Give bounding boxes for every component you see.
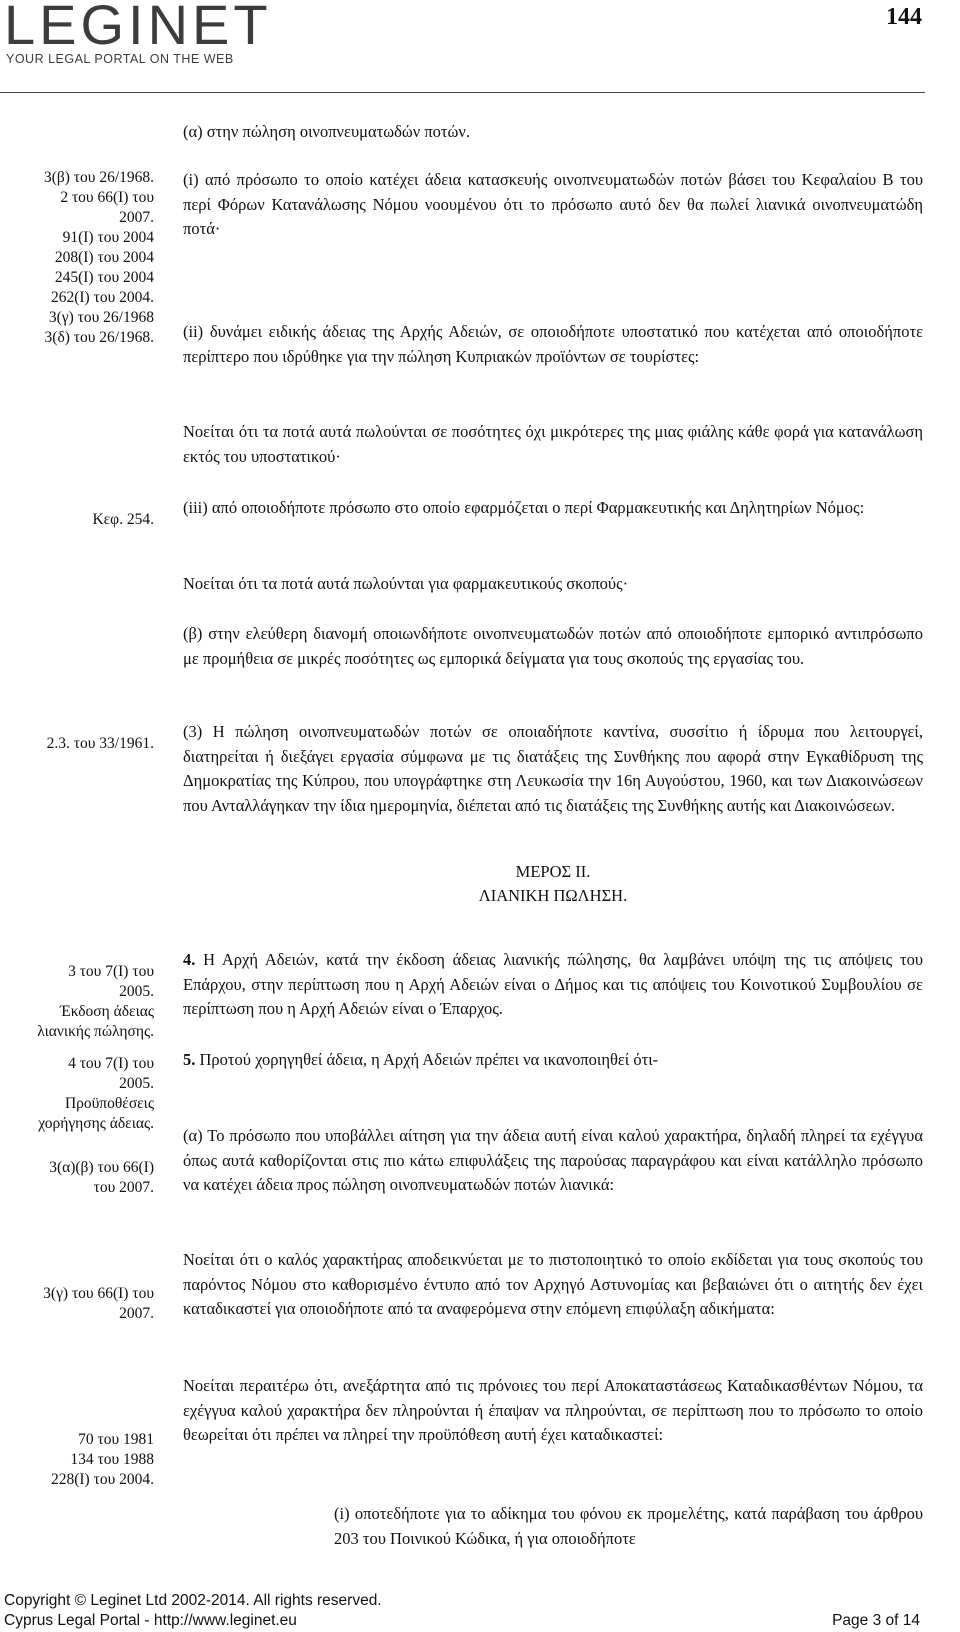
- margin-line: 2005.: [119, 983, 154, 1000]
- part-title: ΜΕΡΟΣ ΙΙ.: [515, 862, 591, 881]
- margin-line: 2007.: [119, 1305, 154, 1322]
- paragraph-iii: (iii) από οποιοδήποτε πρόσωπο στο οποίο εφαρμόζεται ο περί Φαρμακευτικής και Δηλητηρίων Νόμος:: [183, 498, 865, 517]
- page-number: 144: [886, 4, 922, 30]
- footer-portal-link[interactable]: Cyprus Legal Portal - http://www.leginet.eu: [4, 1612, 297, 1629]
- margin-line: Προϋποθέσεις: [64, 1095, 154, 1112]
- paragraph-b-distribution: (β) στην ελεύθερη διανομή οποιωνδήποτε οινοπνευματωδών ποτών από οποιοδήποτε εμπορικό αντιπρόσωπο με προμήθεια σε μικρές ποσότητες ως εμπορικά δείγματα για τους σκοπούς της εργασίας του.: [183, 624, 923, 668]
- margin-line: 2007.: [119, 209, 154, 226]
- margin-note-proviso: [4, 1284, 154, 1324]
- section-4: [183, 948, 923, 1022]
- footer-copyright: Copyright © Leginet Ltd 2002-2014. All rights reserved.: [4, 1592, 382, 1609]
- paragraph-i-murder: (i) οποτεδήποτε για το αδίκημα του φόνου εκ προμελέτης, κατά παράβαση του άρθρου 203 του Ποινικού Κώδικα, ή για οποιοδήποτε: [334, 1504, 923, 1548]
- leginet-logo: [4, 0, 272, 68]
- margin-line: 134 του 1988: [70, 1451, 154, 1468]
- margin-line: 2005.: [119, 1075, 154, 1092]
- margin-line: 70 του 1981: [78, 1431, 154, 1448]
- proviso-rehabilitation: Νοείται περαιτέρω ότι, ανεξάρτητα από τις πρόνοιες του περί Αποκαταστάσεως Καταδικασθέντων Νόμου, τα εχέγγυα καλού χαρακτήρα δεν πληρούνται ή έπαψαν να πληρούνται, σε περίπτωση που το πρόσωπο το οποίο θεωρείται ότι πρέπει να πληρεί την προϋπόθεση αυτή έχει καταδικαστεί:: [183, 1376, 923, 1445]
- margin-note-section5: [4, 1054, 154, 1134]
- margin-line: Έκδοση άδειας: [60, 1003, 154, 1020]
- margin-note-5a: [4, 1158, 154, 1198]
- margin-line: 3(γ) του 26/1968: [48, 309, 154, 326]
- margin-note-amendments: [4, 168, 154, 348]
- subsection-3: (3) Η πώληση οινοπνευματωδών ποτών σε οποιαδήποτε καντίνα, συσσίτιο ή ίδρυμα που λειτουργεί, διατηρείται ή διεξάγει εργασία σύμφωνα με τις διατάξεις της Συνθήκης που αφορά στην Εγκαθίδρυση της Δημοκρατίας της Κύπρου, που υπογράφτηκε στη Λευκωσία την 16η Αυγούστου, 1960, και των Διακοινώσεων που Ανταλλάγηκαν την ίδια ημερομηνία, διέπεται από τις διατάξεις της Συνθήκης αυτής και Διακοινώσεων.: [183, 722, 923, 815]
- margin-line: 262(Ι) του 2004.: [50, 289, 154, 306]
- margin-note-law-ref: 2.3. του 33/1961.: [46, 735, 154, 752]
- part-subtitle: ΛΙΑΝΙΚΗ ΠΩΛΗΣΗ.: [478, 886, 628, 905]
- margin-line: 245(Ι) του 2004: [54, 269, 154, 286]
- section-5: [183, 1048, 923, 1073]
- margin-line: 2 του 66(Ι) του: [60, 189, 154, 206]
- margin-line: 3(β) του 26/1968.: [43, 169, 154, 186]
- margin-note-rehab-laws: [4, 1430, 154, 1490]
- margin-line: λιανικής πώλησης.: [37, 1023, 154, 1040]
- paragraph-ii: (ii) δυνάμει ειδικής άδειας της Αρχής Αδειών, σε οποιοδήποτε υποστατικό που κατέχεται από οποιοδήποτε περίπτερο που ιδρύθηκε για την πώληση Κυπριακών προϊόντων σε τουρίστες:: [183, 322, 923, 366]
- margin-line: 3(α)(β) του 66(Ι): [49, 1159, 154, 1176]
- paragraph-5a: (α) Το πρόσωπο που υποβάλλει αίτηση για την άδεια αυτή είναι καλού χαρακτήρα, δηλαδή πληρεί τα εχέγγυα όπως αυτά καθορίζονται στις πιο κάτω επιφυλάξεις της παρούσας παραγράφου και είναι κατάλληλο πρόσωπο να κατέχει άδεια προς πώληση οινοπνευματωδών ποτών λιανικά:: [183, 1126, 923, 1195]
- paragraph-a-sale: (α) στην πώληση οινοπνευματωδών ποτών.: [183, 122, 470, 141]
- margin-line: 208(Ι) του 2004: [54, 249, 154, 266]
- proviso-good-character: Νοείται ότι ο καλός χαρακτήρας αποδεικνύεται με το πιστοποιητικό το οποίο εκδίδεται για τους σκοπούς του παρόντος Νόμου στο καθορισμένο έντυπο από τον Αρχηγό Αστυνομίας και βεβαιώνει ότι ο αιτητής δεν έχει καταδικαστεί για οποιοδήποτε από τα αναφερόμενα στην επόμενη επιφύλαξη αδικήματα:: [183, 1250, 923, 1319]
- header-divider: [0, 92, 925, 93]
- section-5-text: Προτού χορηγηθεί άδεια, η Αρχή Αδειών πρέπει να ικανοποιηθεί ότι-: [195, 1050, 659, 1069]
- margin-line: 4 του 7(Ι) του: [68, 1055, 154, 1072]
- margin-line: 3(γ) του 66(Ι) του: [43, 1285, 154, 1302]
- margin-line: του 2007.: [93, 1179, 154, 1196]
- logo-wordmark: LEGINET: [4, 0, 272, 56]
- margin-line: 3(δ) του 26/1968.: [44, 329, 154, 346]
- logo-tagline: YOUR LEGAL PORTAL ON THE WEB: [6, 52, 234, 66]
- margin-line: χορήγησης άδειας.: [38, 1115, 154, 1132]
- margin-line: 91(Ι) του 2004: [62, 229, 154, 246]
- margin-line: 228(Ι) του 2004.: [50, 1471, 154, 1488]
- margin-line: 3 του 7(Ι) του: [68, 963, 154, 980]
- section-4-text: Η Αρχή Αδειών, κατά την έκδοση άδειας λιανικής πώλησης, θα λαμβάνει υπόψη της τις απόψεις του Επάρχου, στην περίπτωση που η Αρχή Αδειών είναι ο Δήμος και τις απόψεις του Κοινοτικού Συμβουλίου σε περίπτωση που η Αρχή Αδειών είναι ο Έπαρχος.: [183, 950, 923, 1019]
- paragraph-i: (i) από πρόσωπο το οποίο κατέχει άδεια κατασκευής οινοπνευματωδών ποτών βάσει του Κεφαλαίου Β του περί Φόρων Κατανάλωσης Νόμου νοουμένου ότι το πρόσωπο αυτό δεν θα πωλεί λιανικά οινοπνευματώδη ποτά·: [183, 170, 923, 239]
- margin-note-kef: Κεφ. 254.: [92, 511, 154, 528]
- margin-note-section4: [4, 962, 154, 1042]
- proviso-pharmaceutical: Νοείται ότι τα ποτά αυτά πωλούνται για φαρμακευτικούς σκοπούς·: [183, 574, 629, 593]
- section-5-number: 5.: [183, 1050, 196, 1069]
- proviso-bottle: Νοείται ότι τα ποτά αυτά πωλούνται σε ποσότητες όχι μικρότερες της μιας φιάλης κάθε φορά για κατανάλωση εκτός του υποστατικού·: [183, 422, 923, 466]
- section-4-number: 4.: [183, 950, 196, 969]
- footer-page-count: Page 3 of 14: [832, 1612, 920, 1629]
